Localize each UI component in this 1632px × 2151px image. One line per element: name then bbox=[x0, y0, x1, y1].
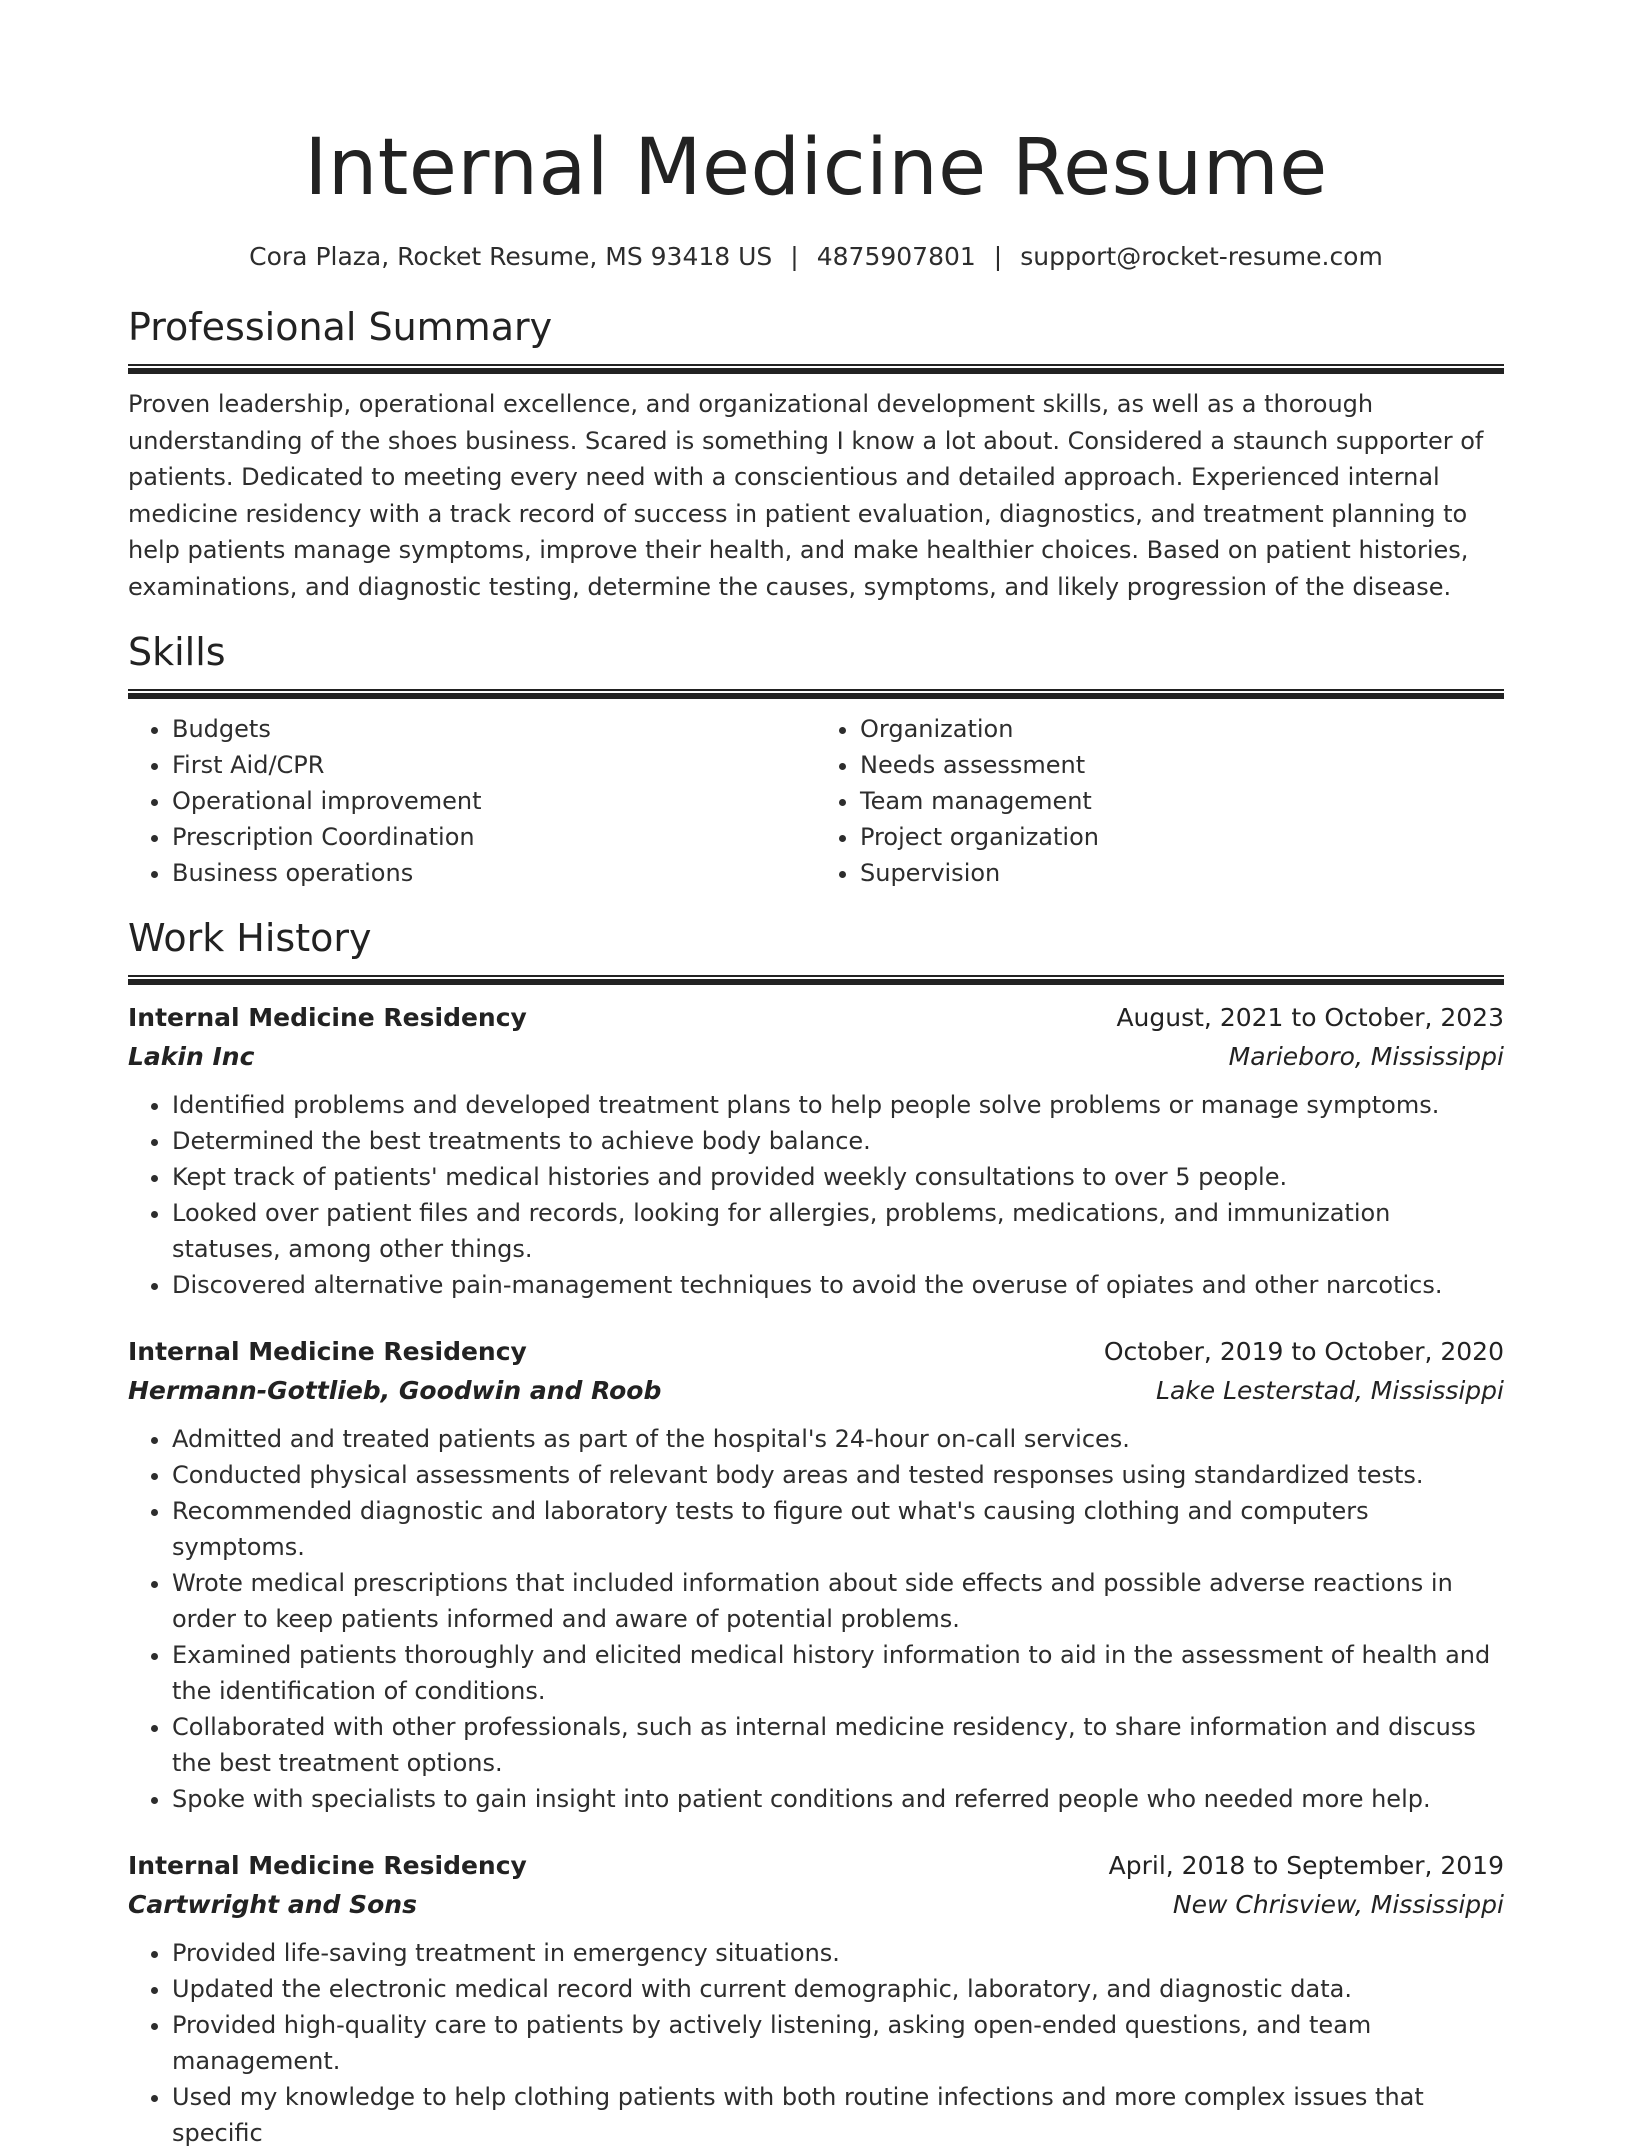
summary-text: Proven leadership, operational excellence, and organizational development skills, as well as a thorough understanding of the shoes business. Scared is something I know a lot about. Considered a staunch supporter of patients. Dedicated to meeting every need with a conscientious and detailed approach. Experienced internal medicine residency with a track record of success in patient evaluation, diagnostics, and treatment planning to help patients manage symptoms, improve their health, and make healthier choices. Based on patient histories, examinations, and diagnostic testing, determine the causes, symptoms, and likely progression of the disease. bbox=[128, 390, 1484, 601]
job-entry bbox=[128, 999, 1504, 1303]
skill-item: • Prescription Coordination bbox=[172, 819, 816, 855]
section-divider bbox=[128, 975, 1504, 985]
job-duty: • Spoke with specialists to gain insight into patient conditions and referred people who needed more help. bbox=[172, 1781, 1504, 1817]
job-title: Internal Medicine Residency bbox=[128, 1337, 527, 1366]
job-location: Lake Lesterstad, Mississippi bbox=[1156, 1376, 1504, 1405]
resume-page bbox=[128, 0, 1504, 2151]
work-history-heading: Work History bbox=[128, 916, 372, 960]
job-title: Internal Medicine Residency bbox=[128, 1851, 527, 1880]
contact-email: support@rocket-resume.com bbox=[1020, 242, 1383, 271]
contact-separator: | bbox=[993, 242, 1003, 271]
job-duty: • Conducted physical assessments of relevant body areas and tested responses using standardized tests. bbox=[172, 1457, 1504, 1493]
job-company: Cartwright and Sons bbox=[128, 1890, 417, 1919]
contact-line bbox=[128, 240, 1504, 274]
skill-item: • Needs assessment bbox=[860, 747, 1504, 783]
contact-phone: 4875907801 bbox=[816, 242, 976, 271]
job-duty: • Discovered alternative pain-management techniques to avoid the overuse of opiates and other narcotics. bbox=[172, 1267, 1504, 1303]
contact-address: Cora Plaza, Rocket Resume, MS 93418 US bbox=[249, 242, 773, 271]
job-location: Marieboro, Mississippi bbox=[1228, 1042, 1504, 1071]
summary-heading: Professional Summary bbox=[128, 305, 553, 349]
job-header bbox=[128, 1333, 1504, 1371]
contact-separator: | bbox=[790, 242, 799, 271]
skill-item: • First Aid/CPR bbox=[172, 747, 816, 783]
job-entry bbox=[128, 1847, 1504, 2151]
skill-item: • Operational improvement bbox=[172, 783, 816, 819]
resume-title: Internal Medicine Resume bbox=[304, 123, 1328, 213]
skills-list bbox=[128, 711, 1504, 891]
job-duty: • Kept track of patients' medical histories and provided weekly consultations to over 5 people. bbox=[172, 1159, 1504, 1195]
skill-item: • Team management bbox=[860, 783, 1504, 819]
skills-column-right bbox=[816, 711, 1504, 891]
job-location: New Chrisview, Mississippi bbox=[1172, 1890, 1504, 1919]
job-dates: October, 2019 to October, 2020 bbox=[1103, 1337, 1504, 1366]
job-duty: • Identified problems and developed treatment plans to help people solve problems or manage symptoms. bbox=[172, 1087, 1504, 1123]
job-duty: • Recommended diagnostic and laboratory tests to figure out what's causing clothing and computers symptoms. bbox=[172, 1493, 1504, 1565]
skill-item: • Budgets bbox=[172, 711, 816, 747]
job-duty: • Determined the best treatments to achieve body balance. bbox=[172, 1123, 1504, 1159]
job-subheader bbox=[128, 1037, 1504, 1077]
job-header bbox=[128, 1847, 1504, 1885]
skills-heading: Skills bbox=[128, 630, 226, 674]
job-company: Lakin Inc bbox=[128, 1042, 255, 1071]
job-header bbox=[128, 999, 1504, 1037]
job-duties bbox=[128, 1421, 1504, 1817]
skill-item: • Business operations bbox=[172, 855, 816, 891]
job-duty: • Provided life-saving treatment in emergency situations. bbox=[172, 1935, 1504, 1971]
summary-section bbox=[128, 302, 1504, 605]
job-duties bbox=[128, 1087, 1504, 1303]
job-duty: • Updated the electronic medical record with current demographic, laboratory, and diagnostic data. bbox=[172, 1971, 1504, 2007]
job-dates: April, 2018 to September, 2019 bbox=[1108, 1851, 1504, 1880]
job-dates: August, 2021 to October, 2023 bbox=[1116, 1003, 1504, 1032]
section-divider bbox=[128, 364, 1504, 374]
skill-item: • Supervision bbox=[860, 855, 1504, 891]
job-entry bbox=[128, 1333, 1504, 1817]
section-divider bbox=[128, 689, 1504, 699]
job-company: Hermann-Gottlieb, Goodwin and Roob bbox=[128, 1376, 662, 1405]
job-subheader bbox=[128, 1885, 1504, 1925]
skill-item: • Organization bbox=[860, 711, 1504, 747]
job-title: Internal Medicine Residency bbox=[128, 1003, 527, 1032]
job-duties bbox=[128, 1935, 1504, 2151]
job-duty: • Used my knowledge to help clothing patients with both routine infections and more complex issues that specific bbox=[172, 2079, 1504, 2151]
job-duty: • Collaborated with other professionals, such as internal medicine residency, to share information and discuss the best treatment options. bbox=[172, 1709, 1504, 1781]
skills-section bbox=[128, 627, 1504, 891]
job-duty: • Looked over patient files and records, looking for allergies, problems, medications, and immunization statuses, among other things. bbox=[172, 1195, 1504, 1267]
job-duty: • Examined patients thoroughly and elicited medical history information to aid in the assessment of health and the identification of conditions. bbox=[172, 1637, 1504, 1709]
job-duty: • Wrote medical prescriptions that included information about side effects and possible adverse reactions in order to keep patients informed and aware of potential problems. bbox=[172, 1565, 1504, 1637]
skill-item: • Project organization bbox=[860, 819, 1504, 855]
job-duty: • Admitted and treated patients as part of the hospital's 24-hour on-call services. bbox=[172, 1421, 1504, 1457]
work-history-section bbox=[128, 913, 1504, 2151]
job-subheader bbox=[128, 1371, 1504, 1411]
job-duty: • Provided high-quality care to patients by actively listening, asking open-ended questions, and team management. bbox=[172, 2007, 1504, 2079]
skills-column-left bbox=[128, 711, 816, 891]
